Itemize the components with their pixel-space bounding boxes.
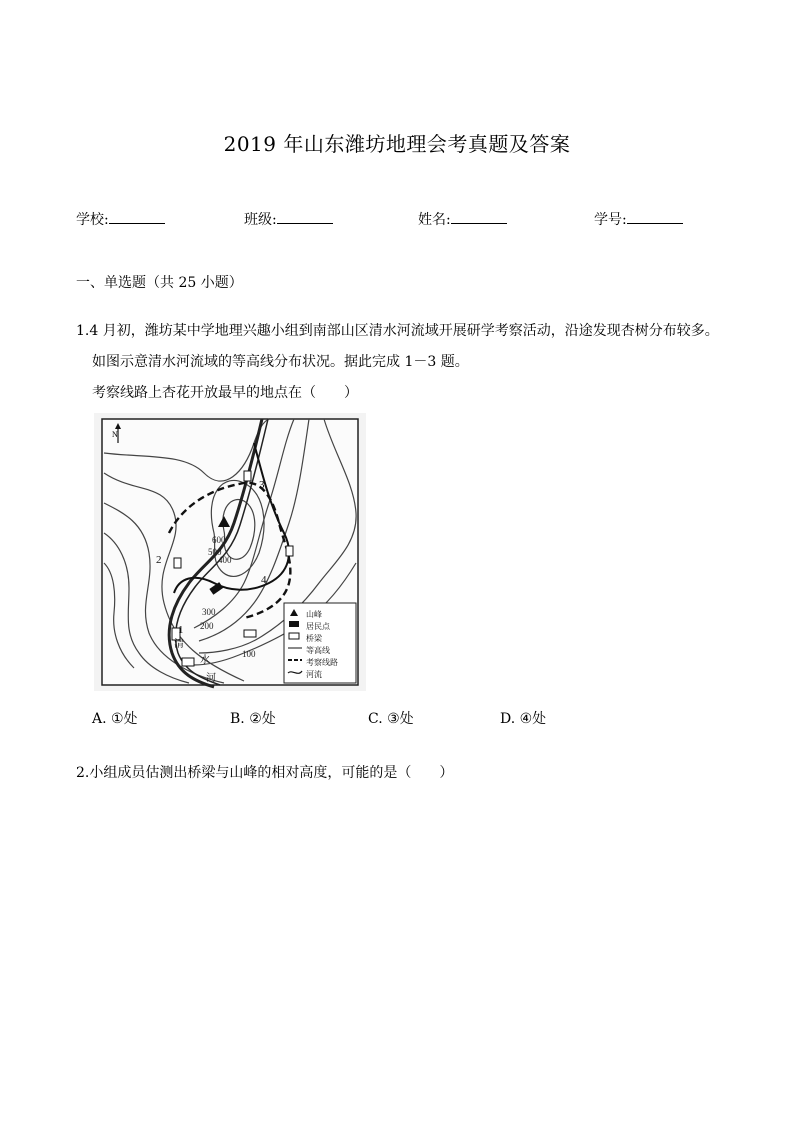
north-label: N	[112, 430, 118, 439]
contour-label: 300	[202, 607, 216, 617]
point-label: 4	[261, 574, 267, 586]
name-blank[interactable]	[451, 209, 507, 224]
class-field[interactable]	[244, 209, 333, 229]
page-title: 2019 年山东潍坊地理会考真题及答案	[223, 132, 571, 156]
student-info-row	[76, 209, 716, 231]
contour-map-figure	[94, 413, 366, 691]
contour-label: 500	[208, 547, 222, 557]
number-blank[interactable]	[627, 209, 683, 224]
settlement-icon	[182, 658, 194, 666]
question-1-line-2: 如图示意清水河流域的等高线分布状况。据此完成 1－3 题。	[92, 354, 469, 370]
question-2: 2.小组成员估测出桥梁与山峰的相对高度，可能的是（ ）	[76, 765, 454, 781]
option-b[interactable]: B. ②处	[230, 711, 276, 727]
legend-label: 等高线	[306, 646, 330, 655]
legend-label: 桥梁	[306, 634, 322, 643]
map-legend	[284, 603, 356, 683]
river-name-char: 水	[200, 655, 210, 666]
contour-label: 600	[212, 535, 226, 545]
river-name-char: 清	[174, 639, 184, 650]
school-blank[interactable]	[109, 209, 165, 224]
settlement-icon	[244, 471, 251, 481]
settlement-icon	[286, 546, 293, 556]
river-name-char: 河	[206, 673, 216, 684]
legend-label: 河流	[306, 670, 322, 679]
number-label: 学号:	[594, 212, 627, 228]
settlement-icon	[174, 558, 181, 568]
option-c[interactable]: C. ③处	[368, 711, 414, 727]
school-field[interactable]	[76, 209, 165, 229]
legend-label: 山峰	[306, 610, 322, 619]
class-label: 班级:	[244, 212, 277, 228]
question-1-line-1: 1.4 月初，潍坊某中学地理兴趣小组到南部山区清水河流域开展研学考察活动，沿途发现杏树分布较多。	[76, 323, 719, 339]
contour-label: 100	[242, 649, 256, 659]
school-label: 学校:	[76, 212, 109, 228]
point-label: 3	[259, 479, 265, 491]
contour-label: 400	[218, 555, 232, 565]
name-field[interactable]	[418, 209, 507, 229]
legend-settlement-icon	[289, 621, 299, 627]
point-label: 2	[156, 554, 162, 566]
class-blank[interactable]	[277, 209, 333, 224]
number-field[interactable]	[594, 209, 683, 229]
point-label: 1	[178, 624, 184, 636]
settlement-icon	[244, 630, 256, 637]
question-1-line-3: 考察线路上杏花开放最早的地点在（ ）	[92, 385, 358, 401]
name-label: 姓名:	[418, 212, 451, 228]
legend-bridge-icon	[289, 633, 299, 639]
contour-label: 200	[200, 621, 214, 631]
legend-label: 居民点	[306, 622, 330, 631]
option-d[interactable]: D. ④处	[500, 711, 547, 727]
option-a[interactable]: A. ①处	[92, 711, 138, 727]
section-heading: 一、单选题（共 25 小题）	[76, 275, 243, 291]
legend-label: 考察线路	[306, 658, 338, 667]
